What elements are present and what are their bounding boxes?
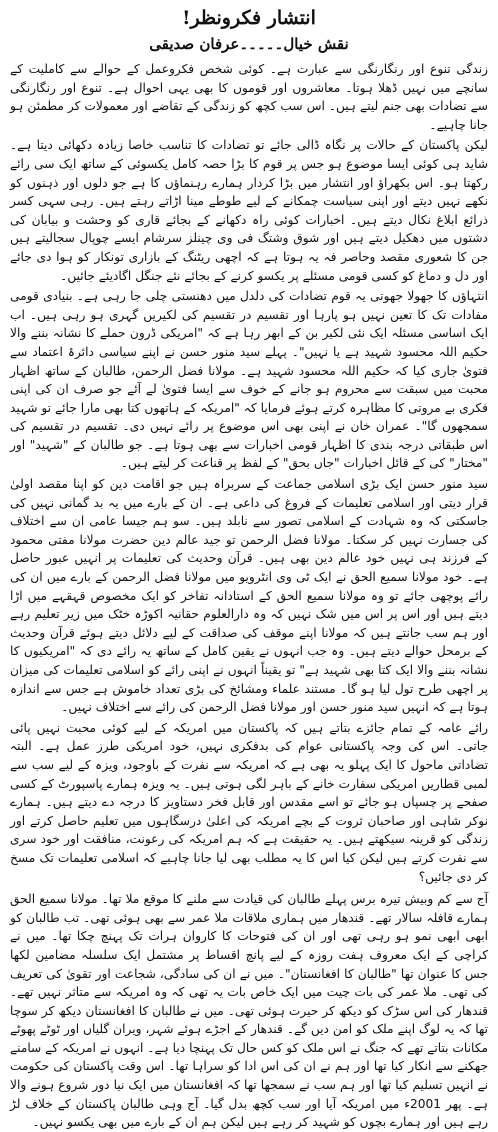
article-byline: نقش خیال۔۔۔۔۔عرفان صدیقی <box>149 35 349 53</box>
article-paragraph: لیکن پاکستان کے حالات پر نگاہ ڈالی جائے تو تضادات کا تناسب خاصا زیادہ دکھائی دیتا ہے۔ شاید ہی کوئی ایسا موضوع ہو جس پر قوم کا بڑا حصہ کامل یکسوئی کے ساتھ ایک سی رائے رکھتا ہو۔ اس بکھراؤ اور انتشار میں بڑا کردار ہمارے رہنماؤں کا ہے جو دلوں اور ذہنوں کو نکھے نہیں دیتے اور اپنی سیاست چمکانے کے لیے طوطے مینا اڑاتے رہتے ہیں۔ رہی سہی کسر ذرائع ابلاغ نکال دیتے ہیں۔ اخبارات کوئی راہ دکھانے کے بجائے قاری کو وحشت و بیابان کی دشتوں میں دھکیل دیتے ہیں اور شوق وشتگ فی وی چینلز سرشام ایسے چوپال سجالیتے ہیں جن کا شعوری مقصد وحاصر فہ یہ ہوتا ہے کہ اچھی ریٹنگ کے بازاری تونکار کو ہوا دی جائے اور دل و دماغ کو کسی قومی مسئلے پر یکسو کرنے کے بجائے نئے جنگل اگادیئے جائیں۔ <box>10 138 488 283</box>
article-headline: انتشار فکرونظر! <box>182 7 316 29</box>
article-paragraph: آج سے کم وبیش تیرہ برس پہلے طالبان کی قیادت سے ملنے کا موقع ملا تھا۔ مولانا سمیع الحق ہمارے قافلہ سالار تھے۔ قندھار میں ہماری ملاقات ملا عمر سے بھی ہوئی تھی۔ تب طالبان کو ابھی ابھی نمو ہو رہی تھی اور ان کی فتوحات کا کاروان ہرات تک پہنچ چکا تھا۔ میں نے کراچی کے ایک معروف ہفت روزہ کے لیے پانچ اقساط پر مشتمل ایک سلسلہ مضامین لکھا جس کا عنوان تھا "طالبان کا افغانستان"۔ میں نے ان کی سادگی، شجاعت اور تقویٰ کی تعریف کی تھی۔ ملا عمر کی بات چیت میں ایک خاص بات یہ تھی کہ وہ امریکہ سے متاثر نہیں تھے۔ قندھار کی اس سڑک کو دیکھ کر حیرت ہوئی تھی۔ میں نے طالبان کا افغانستان دیکھ کر سوچا تھا کہ یہ لوگ اپنے ملک کو امن دیں گے۔ قندھار کے اجڑے ہوئے شہر، ویران گلیاں اور ٹوٹے پھوٹے مکانات بتاتے تھے کہ جنگ نے اس ملک کو کس حال تک پہنچا دیا ہے۔ انہوں نے امریکہ کے سامنے جھکنے سے انکار کیا تھا اور ہم نے ان کی اس ادا کو سراہا تھا۔ اس وقت پاکستان کی حکومت نے انہیں تسلیم کیا تھا اور ہم سب نے سمجھا تھا کہ افغانستان میں ایک نیا دور شروع ہونے والا ہے۔ پھر 2001ء میں امریکہ آیا اور سب کچھ بدل گیا۔ آج وہی طالبان پاکستان کے خلاف لڑ رہے ہیں اور ہمارے بچوں کو شہید کر رہے ہیں لیکن ہم ان کے بارے میں بھی یکسو نہیں۔ <box>10 892 488 1130</box>
article-paragraph: رائے عامہ کے تمام جائزے بتاتے ہیں کہ پاکستان میں امریکہ کے لیے کوئی محبت نہیں پائی جاتی۔ اس کی وجہ پاکستانی عوام کی بدفکری نہیں، خود امریکی طرز عمل ہے۔ البتہ تضاداتی ماحول کا ایک پہلو یہ بھی ہے کہ امریکہ سے نفرت کے باوجود، ویزہ کے لیے سب سے لمبی قطاریں امریکی سفارت خانے کے باہر لگی ہوتی ہیں۔ یہ ویزہ ہمارے پاسپورٹ کے کسی صفحے پر چسپاں ہو جائے تو اسے مقدس اور قابل فخر دستاویز کا درجہ دے دیتے ہیں۔ ہمارے نوکر شاہی اور صاحبان ثروت کے بچے امریکہ کی اعلیٰ درسگاہوں میں تعلیم حاصل کرتے اور زندگی کو قرینہ سیکھتے ہیں۔ یہ حقیقت ہے کہ ہم امریکہ کی رعونت، منافقت اور خود سری سے نفرت کرتے ہیں لیکن کیا اس کا یہ مطلب بھی لیا جانا چاہیے کہ اسلامی تعلیمات تک مسخ کر دی جائیں؟ <box>10 720 488 884</box>
article-paragraph: زندگی تنوع اور رنگارنگی سے عبارت ہے۔ کوئی شخص فکروعمل کے حوالے سے کاملیت کے سانچے میں نہیں ڈھلا ہوتا۔ معاشروں اور قوموں کا بھی یہی احوال ہے۔ تنوع اور رنگارنگی سے تضادات بھی جنم لیتے ہیں۔ اس سب کچھ کو زندگی کے تقاضے اور معمولات کر مطمئن ہو جانا چاہیے۔ <box>10 62 488 132</box>
article-paragraph: سید منور حسن ایک بڑی اسلامی جماعت کے سربراہ ہیں جو اقامت دین کو اپنا مقصد اولیٰ قرار دیتی اور اسلامی تعلیمات کے فروغ کی داعی ہے۔ ان کے بارے میں یہ بد گمانی نہیں کی جاسکتی کہ وہ شہادت کے اسلامی تصور سے نابلد ہیں۔ سو ہم جیسا عامی ان سے اختلاف کی جسارت نہیں کر سکتا۔ مولانا فضل الرحمن تو جید عالم دین حضرت مولانا مفتی محمود کے فرزند ہی نہیں خود عالم دین بھی ہیں۔ قرآن وحدیث کی تعلیمات پر انہیں عبور حاصل ہے۔ خود مولانا سمیع الحق نے ایک ٹی وی انٹرویو میں مولانا فضل الرحمن کے بارے میں ان کی رائے پوچھی جائے تو وہ مولانا سمیع الحق کے استادانہ تفاخر کو ایک مخصوص قہقہے میں اڑا دیتے ہیں اور اس پر اس میں شک نہیں کہ وہ دارالعلوم حقانیہ اکوڑہ خٹک میں زیر تعلیم رہے اور ہم سب جانتے ہیں کہ مولانا اپنے موقف کی صداقت کے لیے دلائل دیتے ہوئے قرآن وحدیث کے برمحل حوالے دیتے ہیں۔ وہ جب انہوں نے یقین کامل کے ساتھ یہ رائے دی کہ "امریکیوں کا نشانہ بننے والا ایک کتا بھی شہید ہے" تو یقیناً انہوں نے اپنی رائے کو اسلامی تعلیمات کی میزان پر اچھی طرح تول لیا ہو گا۔ مستند علماء ومشائخ کی بڑی تعداد خاموش ہے جس سے اندازہ ہوتا ہے کہ انہیں سید منور حسن اور مولانا فضل الرحمن کی رائے سے اختلاف نہیں۔ <box>10 477 488 715</box>
article-body <box>10 60 488 1132</box>
article-paragraph: انتہاؤں کا جھولا جھوتی یہ قوم تضادات کی دلدل میں دھنستی چلی جا رہی ہے۔ بنیادی قومی مفادات تک کا تعین نہیں ہو پارہا اور تقسیم در تقسیم کی لکیریں گہری ہو رہی ہیں۔ اب ایک اساسی مسئلہ ایک نئی لکیر بن کے ابھر رہا ہے کہ "امریکی ڈرون حملے کا نشانہ بننے والا حکیم اللہ محسود شہید ہے یا نہیں"۔ پہلے سید منور حسن نے اپنے سیاسی دائرۂ اعتماد سے فتویٰ جاری کیا کہ حکیم اللہ محسود شہید ہے۔ مولانا فضل الرحمن، طالبان کے ساتھ اظہار محبت میں سبقت سے محروم ہو جانے کے خوف سے ایسا فتویٰ لے آئے جو صرف ان کی اپنی فکری بے مروتی کا مظاہرہ کرتے ہوئے فرمایا کہ "امریکہ کے ہاتھوں کتا بھی مارا جائے تو شہید سمجھوں گا"۔ عمران خان نے اپنی بھی اس موضوع پر رائے نہیں دی۔ تقسیم در تقسیم کی اس طبقاتی درجہ بندی کا اظہار قومی اخبارات سے بھی ہوتا ہے۔ جو طالبان کے "شہید" اور "مختار" کی کے قائل اخبارات "جاں بحق" کے لفظ پر قناعت کر لیتے ہیں۔ <box>10 289 488 471</box>
